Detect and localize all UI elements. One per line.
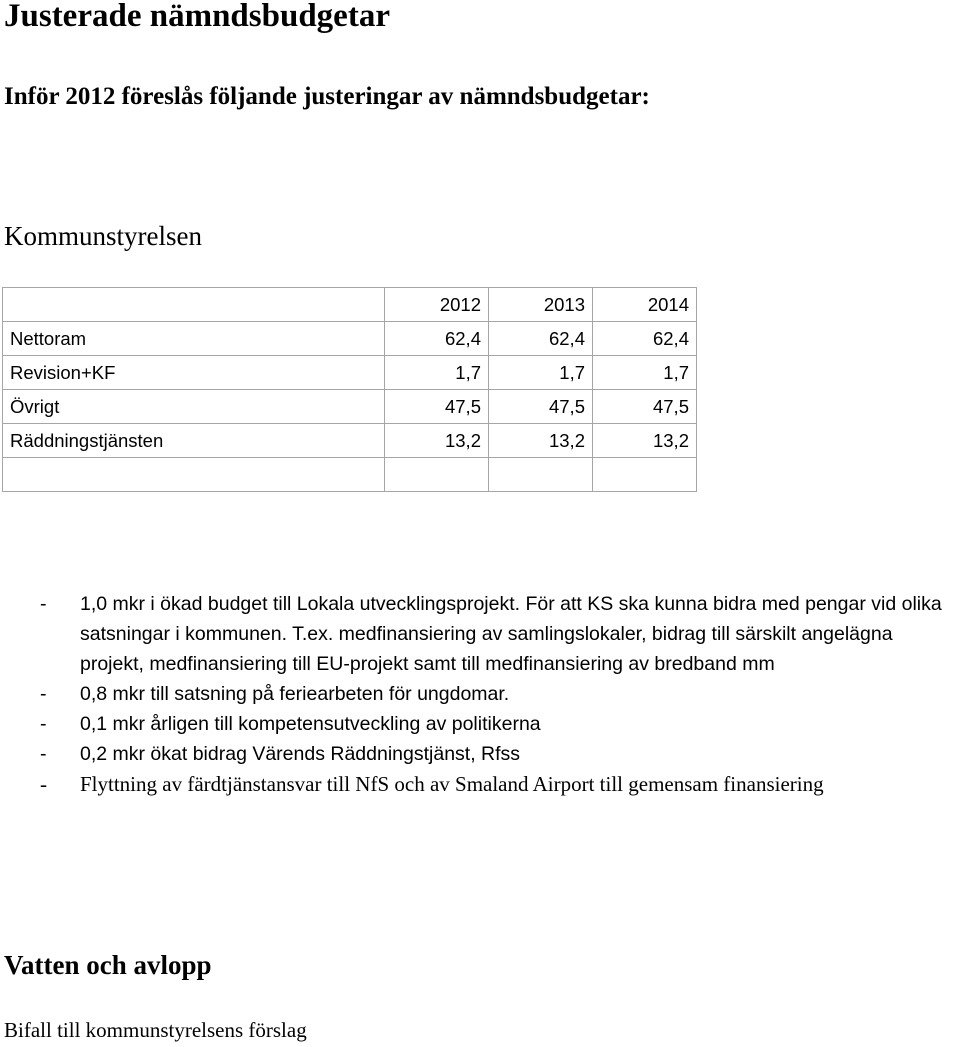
list-item <box>0 709 960 739</box>
cell-value <box>489 458 593 492</box>
table-header-cell <box>3 288 385 322</box>
page-title: Justerade nämndsbudgetar <box>4 0 390 34</box>
cell-value: 1,7 <box>385 356 489 390</box>
list-item-text: Flyttning av färdtjänstansvar till NfS och av Smaland Airport till gemensam finansiering <box>80 772 824 796</box>
row-label: Räddningstjänsten <box>3 424 385 458</box>
table-header-cell: 2012 <box>385 288 489 322</box>
list-dash: - <box>40 772 47 796</box>
list-item-text: 0,2 mkr ökat bidrag Värends Räddningstjänst, Rfss <box>80 743 521 765</box>
row-label: Övrigt <box>3 390 385 424</box>
cell-value: 62,4 <box>385 322 489 356</box>
cell-value: 13,2 <box>489 424 593 458</box>
cell-value <box>385 458 489 492</box>
list-item-text: 0,1 mkr årligen till kompetensutveckling av politikerna <box>80 713 541 735</box>
section-heading-kommunstyrelsen: Kommunstyrelsen <box>4 221 202 251</box>
adjustment-list <box>0 589 960 799</box>
intro-text: Inför 2012 föreslås följande justeringar av nämndsbudgetar: <box>4 83 650 110</box>
cell-value: 1,7 <box>489 356 593 390</box>
cell-value: 47,5 <box>385 390 489 424</box>
list-dash: - <box>40 743 47 765</box>
list-item <box>0 769 960 799</box>
table-header-cell: 2013 <box>489 288 593 322</box>
table-row <box>3 322 697 356</box>
table-row <box>3 390 697 424</box>
table-header-cell: 2014 <box>593 288 697 322</box>
list-item <box>0 679 960 709</box>
section-heading-vatten-och-avlopp: Vatten och avlopp <box>4 950 212 980</box>
cell-value: 47,5 <box>593 390 697 424</box>
cell-value: 62,4 <box>489 322 593 356</box>
list-item-text: 0,8 mkr till satsning på feriearbeten för ungdomar. <box>80 683 510 705</box>
table-header-row <box>3 288 697 322</box>
list-item <box>0 589 960 679</box>
row-label: Revision+KF <box>3 356 385 390</box>
list-dash: - <box>40 593 47 615</box>
cell-value: 62,4 <box>593 322 697 356</box>
table-row-empty <box>3 458 697 492</box>
cell-value <box>593 458 697 492</box>
budget-table <box>2 287 697 492</box>
list-item-text: 1,0 mkr i ökad budget till Lokala utvecklingsprojekt. För att KS ska kunna bidra med pengar vid olika satsningar i kommunen. T.ex. medfinansiering av samlingslokaler, bidrag till särskilt angelägna projekt, medfinansiering till EU-projekt samt till medfinansiering av bredband mm <box>80 593 942 675</box>
cell-value: 13,2 <box>385 424 489 458</box>
cell-value: 47,5 <box>489 390 593 424</box>
list-item <box>0 739 960 769</box>
row-label <box>3 458 385 492</box>
cell-value: 13,2 <box>593 424 697 458</box>
row-label: Nettoram <box>3 322 385 356</box>
decision-text: Bifall till kommunstyrelsens förslag <box>4 1018 307 1042</box>
table-row <box>3 424 697 458</box>
list-dash: - <box>40 683 47 705</box>
cell-value: 1,7 <box>593 356 697 390</box>
list-dash: - <box>40 713 47 735</box>
table-row <box>3 356 697 390</box>
